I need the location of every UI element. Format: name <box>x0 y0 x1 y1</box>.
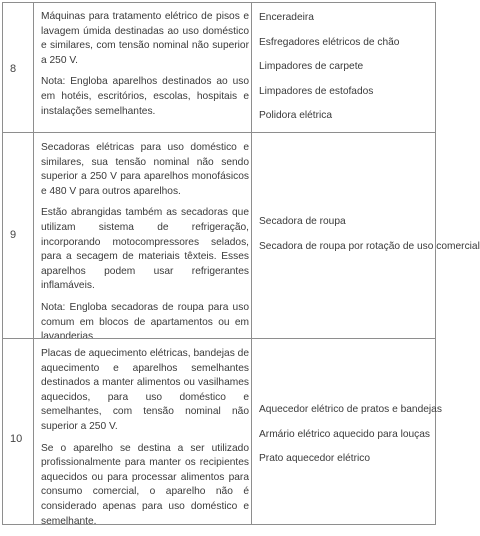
column-divider <box>251 3 252 132</box>
product-item: Limpadores de carpete <box>259 61 364 73</box>
column-divider <box>251 339 252 524</box>
table-row <box>3 132 480 343</box>
product-item: Secadora de roupa <box>259 216 346 227</box>
product-item: Aquecedor elétrico de pratos e bandejas <box>259 404 442 415</box>
product-item: Armário elétrico aquecido para louças <box>259 428 431 440</box>
description-paragraph: Placas de aquecimento elétricas, bandejas de aquecimento e aparelhos semelhantes destinados a manter alimentos ou vasilhames aquecidos, para uso doméstico e semelhantes, com tensão nominal não superior a 250 V. <box>41 348 249 432</box>
column-divider <box>251 133 252 338</box>
product-list <box>259 11 435 134</box>
description-paragraph: Máquinas para tratamento elétrico de pisos e lavagem úmida destinadas ao uso doméstico e similares, com tensão nominal não superior a 250 V. <box>41 11 249 66</box>
table-row <box>3 338 442 527</box>
product-list <box>259 215 480 264</box>
description-paragraph: Estão abrangidas também as secadoras que utilizam sistema de refrigeração, incorporando motocompressores selados, para a secagem de materiais têxteis. Esses aparelhos podem usar refrigerantes inflamáveis. <box>41 207 249 292</box>
column-divider <box>33 339 34 524</box>
row-number: 8 <box>10 63 17 75</box>
row-description <box>41 347 249 536</box>
appliance-table <box>2 2 480 527</box>
table-row <box>3 3 435 132</box>
product-item: Prato aquecedor elétrico <box>259 453 370 465</box>
product-item: Esfregadores elétricos de chão <box>259 36 400 48</box>
product-item: Limpadores de estofados <box>259 85 374 97</box>
description-paragraph: Secadoras elétricas para uso doméstico e similares, sua tensão nominal não sendo superior a 250 V para aparelhos monofásicos e 480 V para outros aparelhos. <box>41 142 249 197</box>
product-list <box>259 403 442 477</box>
product-item: Enceradeira <box>259 12 314 23</box>
row-number: 10 <box>10 433 23 445</box>
column-divider <box>33 133 34 338</box>
row-description <box>41 141 249 352</box>
column-divider <box>33 3 34 132</box>
description-paragraph: Se o aparelho se destina a ser utilizado profissionalmente para manter os recipientes aquecidos ou para processar alimentos para consumo comercial, o aparelho não é considerado apenas para uso doméstico e semelhante. <box>41 442 249 527</box>
row-description <box>41 10 249 126</box>
product-item: Secadora de roupa por rotação de uso comercial <box>259 240 480 252</box>
row-number: 9 <box>10 229 17 241</box>
description-note: Nota: Engloba secadoras de roupa para uso comum em blocos de apartamentos ou em lavanderias <box>41 301 249 343</box>
description-note: Nota: Engloba aparelhos destinados ao uso em hotéis, escritórios, escolas, hospitais e instalações semelhantes. <box>41 76 249 117</box>
product-item: Polidora elétrica <box>259 110 333 122</box>
